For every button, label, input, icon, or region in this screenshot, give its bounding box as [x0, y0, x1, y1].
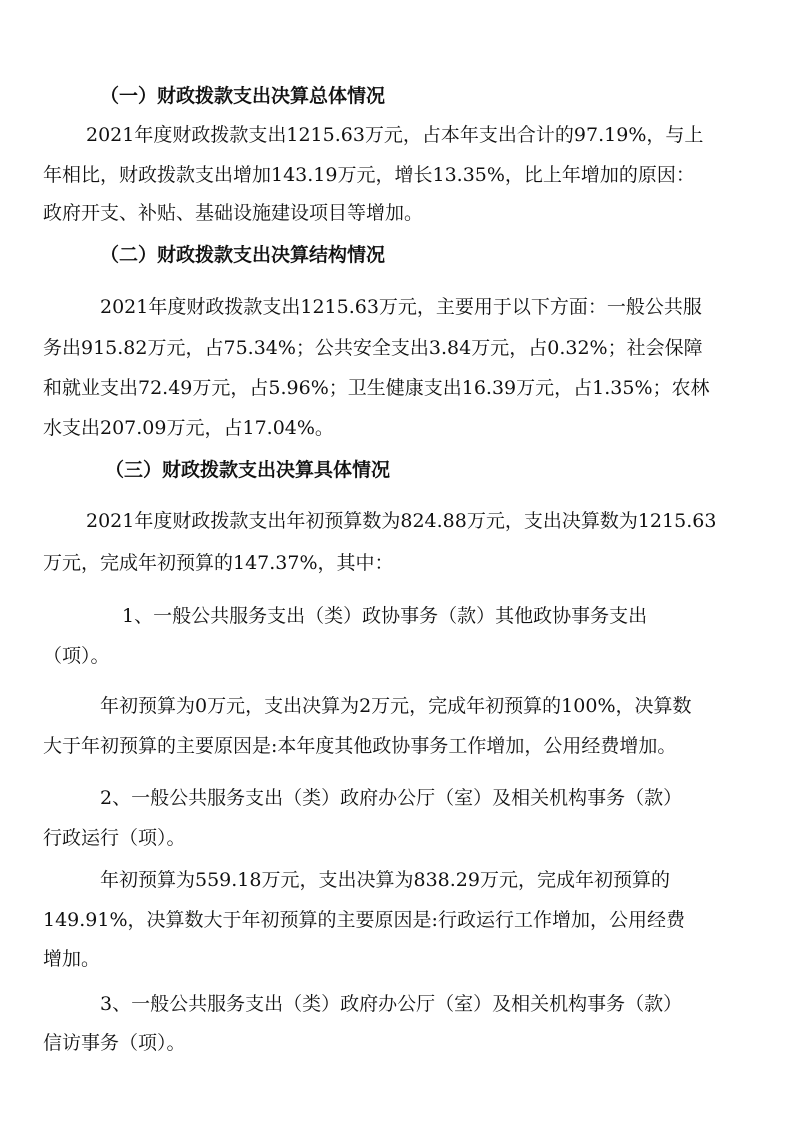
paragraph-line: 水支出207.09万元，占17.04%。	[43, 417, 334, 439]
section-heading-1: （一）财政拨款支出决算总体情况	[100, 85, 386, 107]
paragraph-line: 务出915.82万元，占75.34%；公共安全支出3.84万元，占0.32%；社会保障	[43, 337, 703, 359]
item-title-line: 2、一般公共服务支出（类）政府办公厅（室）及相关机构事务（款）	[100, 787, 683, 809]
paragraph-line: 万元，完成年初预算的147.37%，其中：	[43, 552, 394, 574]
section-heading-2: （二）财政拨款支出决算结构情况	[100, 244, 386, 266]
section-heading-3: （三）财政拨款支出决算具体情况	[105, 459, 391, 481]
paragraph-line: 政府开支、补贴、基础设施建设项目等增加。	[43, 202, 424, 224]
paragraph-line: 2021年度财政拨款支出1215.63万元，占本年支出合计的97.19%，与上	[86, 124, 704, 146]
paragraph-line: 大于年初预算的主要原因是:本年度其他政协事务工作增加，公用经费增加。	[43, 735, 677, 757]
item-title-line: 信访事务（项）。	[43, 1032, 186, 1054]
paragraph-line: 149.91%，决算数大于年初预算的主要原因是:行政运行工作增加，公用经费	[43, 909, 685, 931]
item-title-line: 1、一般公共服务支出（类）政协事务（款）其他政协事务支出	[122, 605, 648, 627]
paragraph-line: 年初预算为0万元，支出决算为2万元，完成年初预算的100%，决算数	[100, 695, 692, 717]
paragraph-line: 增加。	[43, 948, 101, 970]
paragraph-line: 年相比，财政拨款支出增加143.19万元，增长13.35%，比上年增加的原因：	[43, 164, 695, 186]
paragraph-line: 年初预算为559.18万元，支出决算为838.29万元，完成年初预算的	[100, 869, 670, 891]
paragraph-line: 和就业支出72.49万元，占5.96%；卫生健康支出16.39万元，占1.35%；农林	[43, 377, 710, 399]
paragraph-line: 2021年度财政拨款支出1215.63万元，主要用于以下方面：一般公共服	[100, 296, 702, 318]
item-title-line: 3、一般公共服务支出（类）政府办公厅（室）及相关机构事务（款）	[100, 993, 683, 1015]
item-title-line: （项）。	[43, 645, 110, 667]
item-title-line: 行政运行（项）。	[43, 827, 186, 849]
paragraph-line: 2021年度财政拨款支出年初预算数为824.88万元，支出决算数为1215.63	[86, 510, 717, 532]
